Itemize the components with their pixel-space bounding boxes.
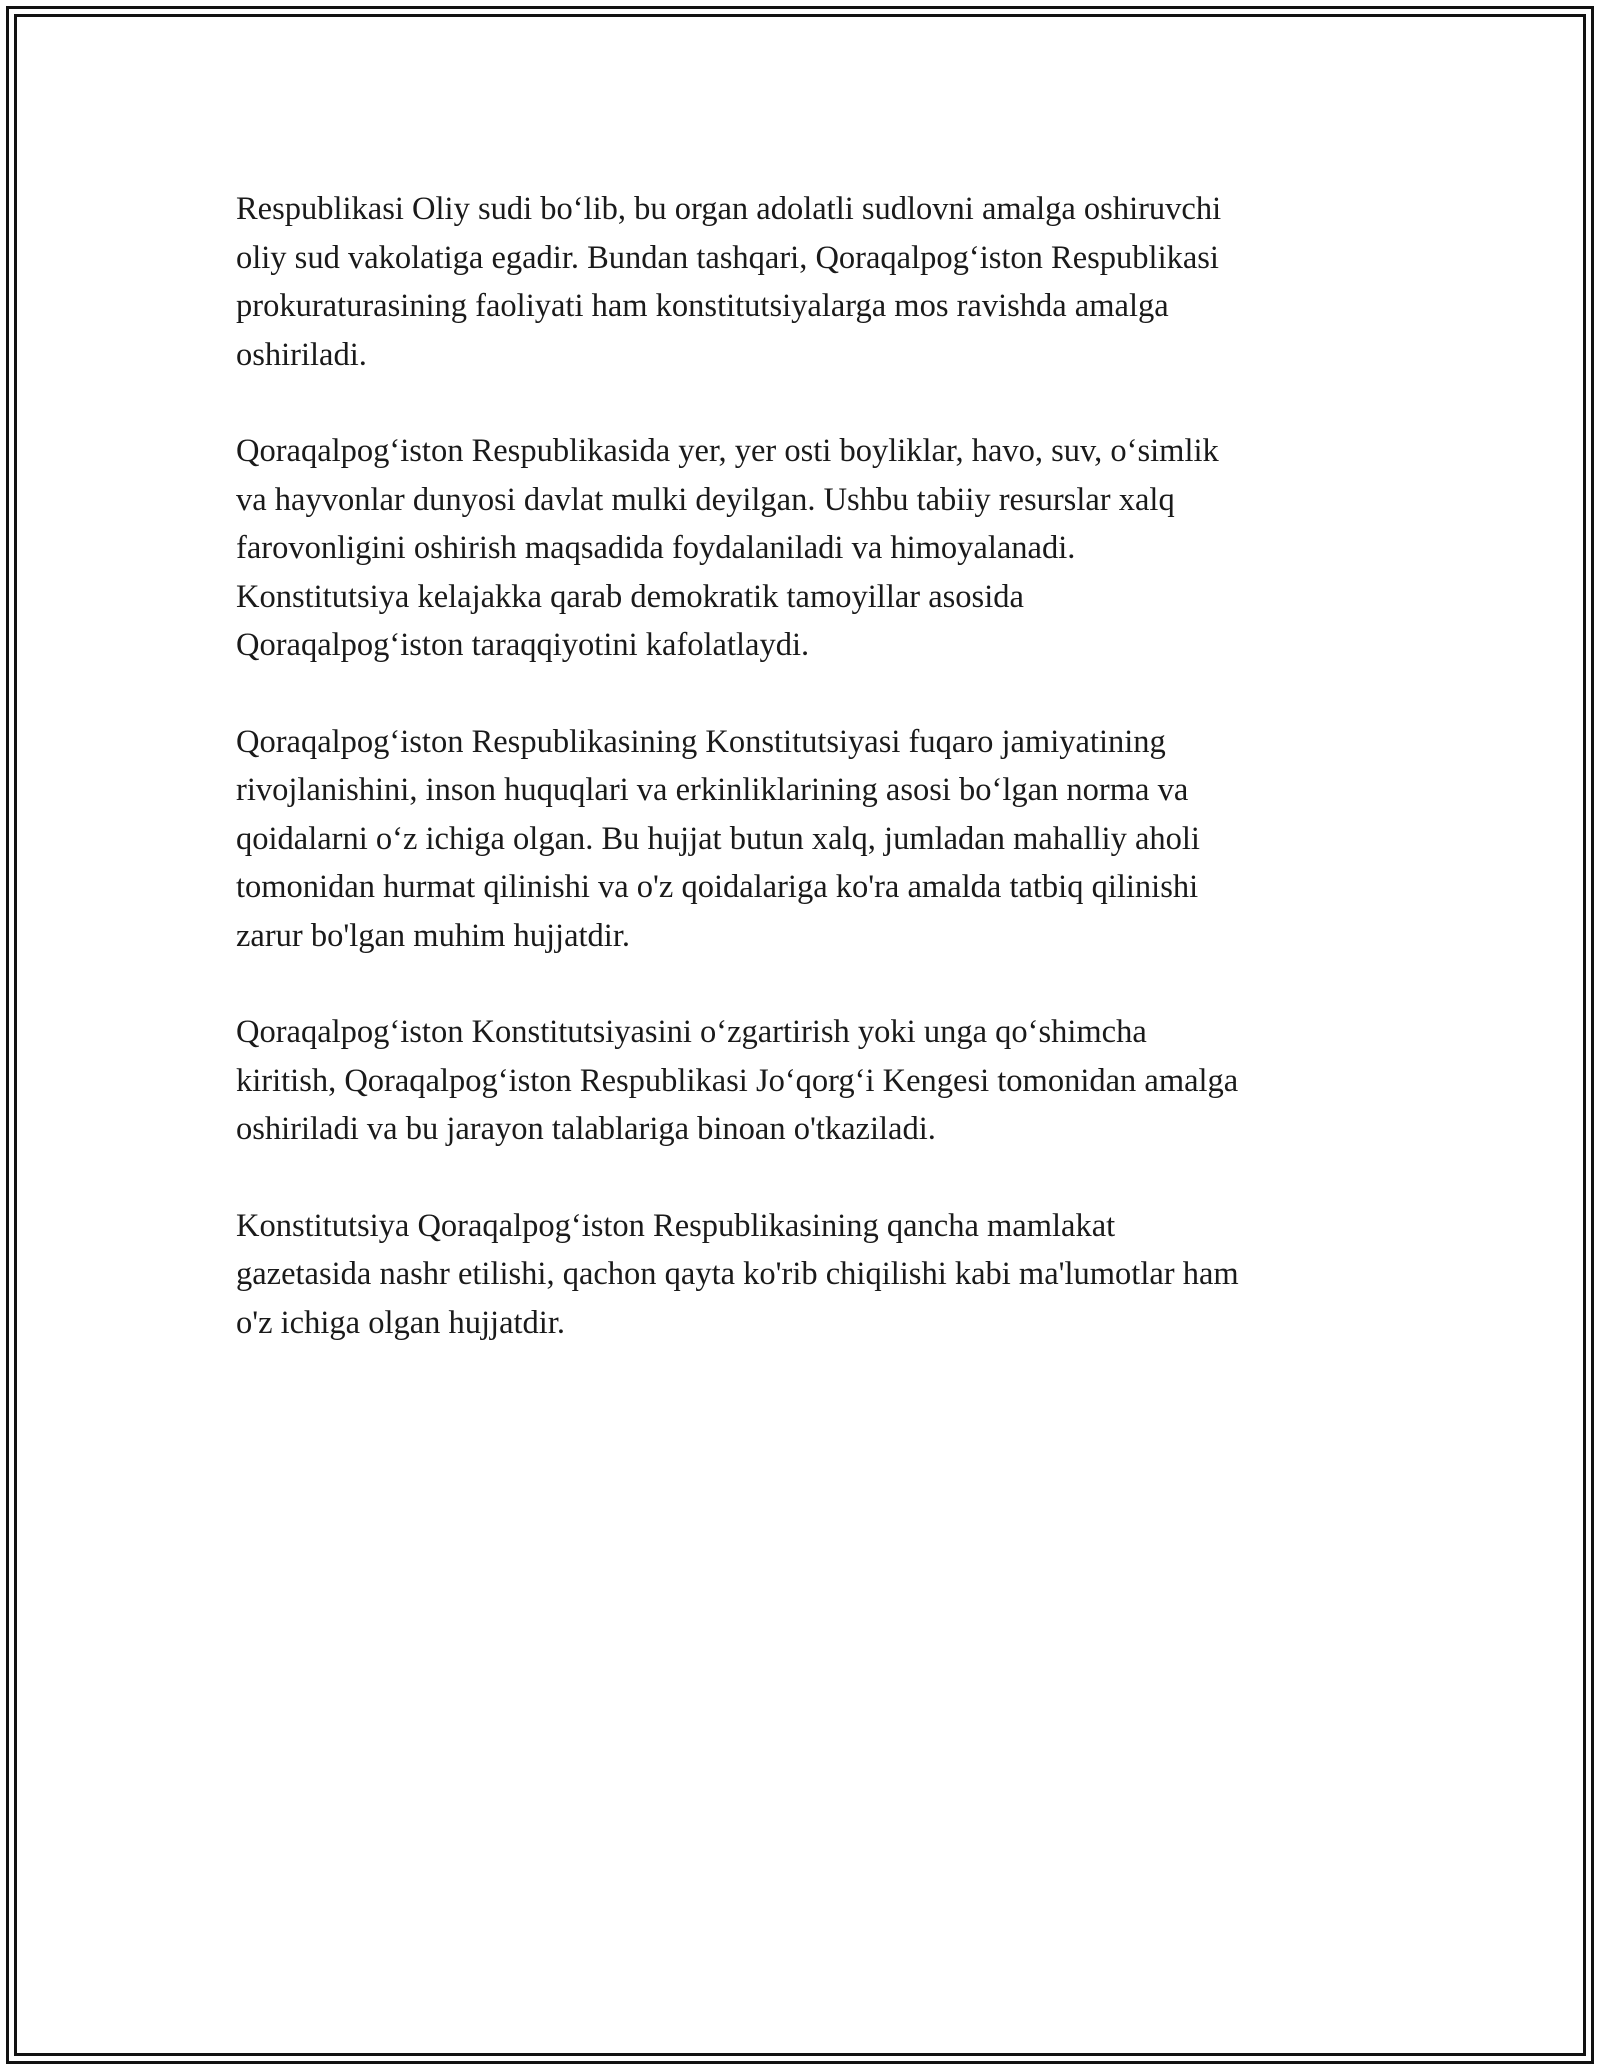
document-body xyxy=(236,185,1376,1395)
paragraph-publication: Konstitutsiya Qoraqalpog‘iston Respublikasining qancha mamlakat gazetasida nashr etilishi, qachon qayta ko'rib chiqilishi kabi ma'lumotlar ham o'z ichiga olgan hujjatdir. xyxy=(236,1207,1239,1341)
paragraph-amendments: Qoraqalpog‘iston Konstitutsiyasini o‘zgartirish yoki unga qo‘shimcha kiritish, Qoraqalpog‘iston Respublikasi Jo‘qorg‘i Kengesi tomonidan amalga oshiriladi va bu jarayon talablariga binoan o'tkaziladi. xyxy=(236,1014,1239,1147)
paragraph-civil-society: Qoraqalpog‘iston Respublikasining Konstitutsiyasi fuqaro jamiyatining rivojlanishini, inson huquqlari va erkinliklarining asosi bo‘lgan norma va qoidalarni o‘z ichiga olgan. Bu hujjat butun xalq, jumladan mahalliy aholi tomonidan hurmat qilinishi va o'z qoidalariga ko'ra amalda tatbiq qilinishi zarur bo'lgan muhim hujjatdir. xyxy=(236,723,1200,954)
paragraph-natural-resources: Qoraqalpog‘iston Respublikasida yer, yer osti boyliklar, havo, suv, o‘simlik va hayvonlar dunyosi davlat mulki deyilgan. Ushbu tabiiy resurslar xalq farovonligini oshirish maqsadida foydalaniladi va himoyalanadi. Konstitutsiya kelajakka qarab demokratik tamoyillar asosida Qoraqalpog‘iston taraqqiyotini kafolatlaydi. xyxy=(236,433,1219,663)
paragraph-supreme-court: Respublikasi Oliy sudi bo‘lib, bu organ adolatli sudlovni amalga oshiruvchi oliy sud vakolatiga egadir. Bundan tashqari, Qoraqalpog‘iston Respublikasi prokuraturasining faoliyati ham konstitutsiyalarga mos ravishda amalga oshiriladi. xyxy=(236,191,1222,373)
